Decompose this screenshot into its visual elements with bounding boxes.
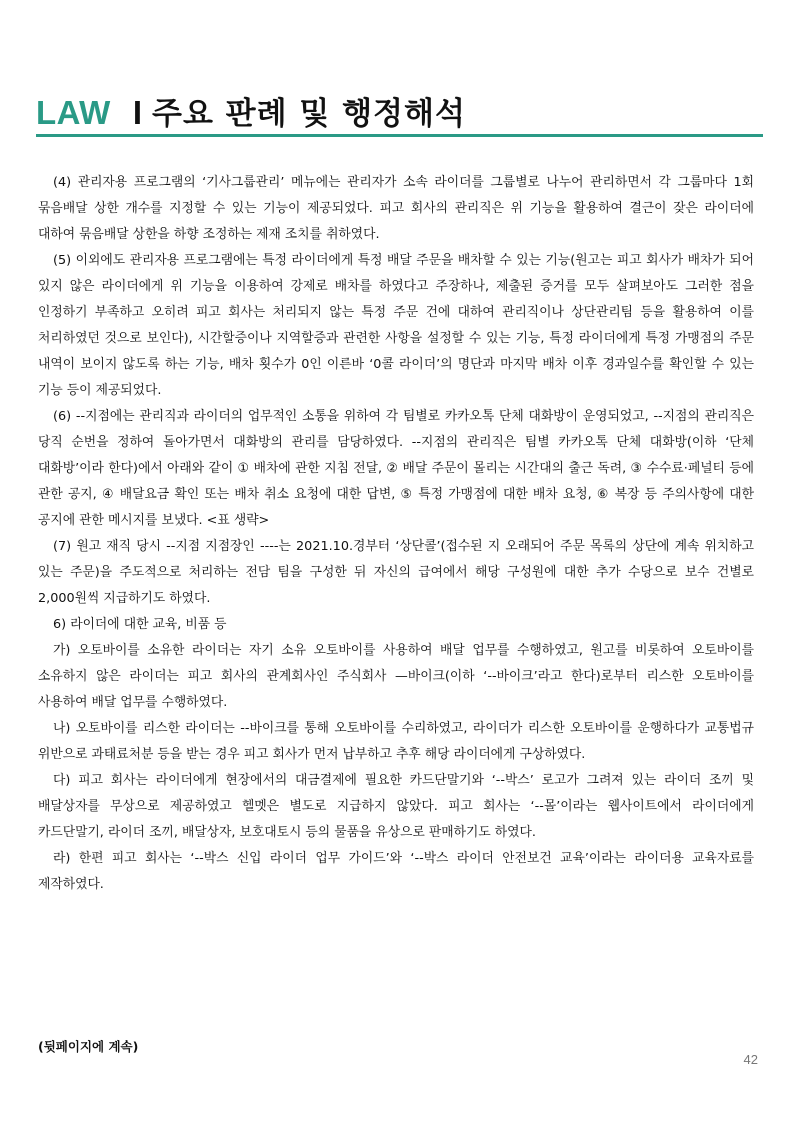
page-number: 42 [743, 1052, 758, 1067]
continuation-note: (뒷페이지에 계속) [38, 1039, 139, 1054]
section-header [36, 88, 466, 132]
paragraph-ra: 라) 한편 피고 회사는 ‘--박스 신입 라이더 업무 가이드’와 ‘--박스 라이더 안전보건 교육’이라는 라이더용 교육자료를 제작하였다. [38, 851, 754, 892]
paragraph-na: 나) 오토바이를 리스한 라이더는 --바이크를 통해 오토바이를 수리하였고, 라이더가 리스한 오토바이를 운행하다가 교통법규 위반으로 과태료처분 등을 받는 경우 피고 회사가 먼저 납부하고 추후 해당 라이더에게 구상하였다. [38, 721, 754, 762]
page-title: 주요 판례 및 행정해석 [152, 96, 466, 132]
header-rule [36, 134, 763, 137]
paragraph-da: 다) 피고 회사는 라이더에게 현장에서의 대금결제에 필요한 카드단말기와 ‘--박스’ 로고가 그려져 있는 라이더 조끼 및 배달상자를 무상으로 제공하였고 헬멧은 별도로 지급하지 않았다. 피고 회사는 ‘--몰’이라는 웹사이트에서 라이더에게 카드단말기, 라이더 조끼, 배달상자, 보호대토시 등의 물품을 유상으로 판매하기도 하였다. [38, 773, 754, 840]
paragraph-ga: 가) 오토바이를 소유한 라이더는 자기 소유 오토바이를 사용하여 배달 업무를 수행하였고, 원고를 비롯하여 오토바이를 소유하지 않은 라이더는 피고 회사의 관계회사인 주식회사 —바이크(이하 ‘--바이크’라고 한다)로부터 리스한 오토바이를 사용하여 배달 업무를 수행하였다. [38, 643, 754, 710]
paragraph-4: (4) 관리자용 프로그램의 ‘기사그룹관리’ 메뉴에는 관리자가 소속 라이더를 그룹별로 나누어 관리하면서 각 그룹마다 1회 묶음배달 상한 개수를 지정할 수 있는 기능이 제공되었다. 피고 회사의 관리직은 위 기능을 활용하여 결근이 잦은 라이더에 대하여 묶음배달 상한을 하향 조정하는 제재 조치를 취하였다. [38, 175, 754, 242]
section-heading-rider-education: 6) 라이더에 대한 교육, 비품 등 [53, 617, 227, 632]
section-separator: I [132, 94, 142, 131]
paragraph-6: (6) --지점에는 관리직과 라이더의 업무적인 소통을 위하여 각 팀별로 카카오톡 단체 대화방이 운영되었고, --지점의 관리직은 당직 순번을 정하여 돌아가면서 대화방의 관리를 담당하였다. --지점의 관리직은 팀별 카카오톡 단체 대화방(이하 ‘단체 대화방’이라 한다)에서 아래와 같이 ① 배차에 관한 지침 전달, ② 배달 주문이 몰리는 시간대의 출근 독려, ③ 수수료·페널티 등에 관한 공지, ④ 배달요금 확인 또는 배차 취소 요청에 대한 답변, ⑤ 특정 가맹점에 대한 배차 요청, ⑥ 복장 등 주의사항에 대한 공지에 관한 메시지를 보냈다. <표 생략> [38, 409, 754, 528]
paragraph-7: (7) 원고 재직 당시 --지점 지점장인 ----는 2021.10.경부터 ‘상단콜’(접수된 지 오래되어 주문 목록의 상단에 계속 위치하고 있는 주문)을 주도적으로 처리하는 전담 팀을 구성한 뒤 자신의 급여에서 해당 구성원에 대한 추가 수당으로 보수 건별로 2,000원씩 지급하기도 하였다. [38, 539, 754, 606]
document-body [38, 170, 754, 898]
paragraph-5: (5) 이외에도 관리자용 프로그램에는 특정 라이더에게 특정 배달 주문을 배차할 수 있는 기능(원고는 피고 회사가 배차가 되어 있지 않은 라이더에게 위 기능을 이용하여 강제로 배차를 하였다고 주장하나, 제출된 증거를 모두 살펴보아도 그러한 점을 인정하기 부족하고 오히려 피고 회사는 처리되지 않는 특정 주문 건에 대하여 관리직이나 상단관리팀 등을 활용하여 이를 처리하였던 것으로 보인다), 시간할증이나 지역할증과 관련한 사항을 설정할 수 있는 기능, 특정 라이더에게 특정 가맹점의 주문 내역이 보이지 않도록 하는 기능, 배차 횟수가 0인 이른바 ‘0콜 라이더’의 명단과 마지막 배차 이후 경과일수를 확인할 수 있는 기능 등이 제공되었다. [38, 253, 754, 398]
section-label: LAW [36, 94, 111, 131]
